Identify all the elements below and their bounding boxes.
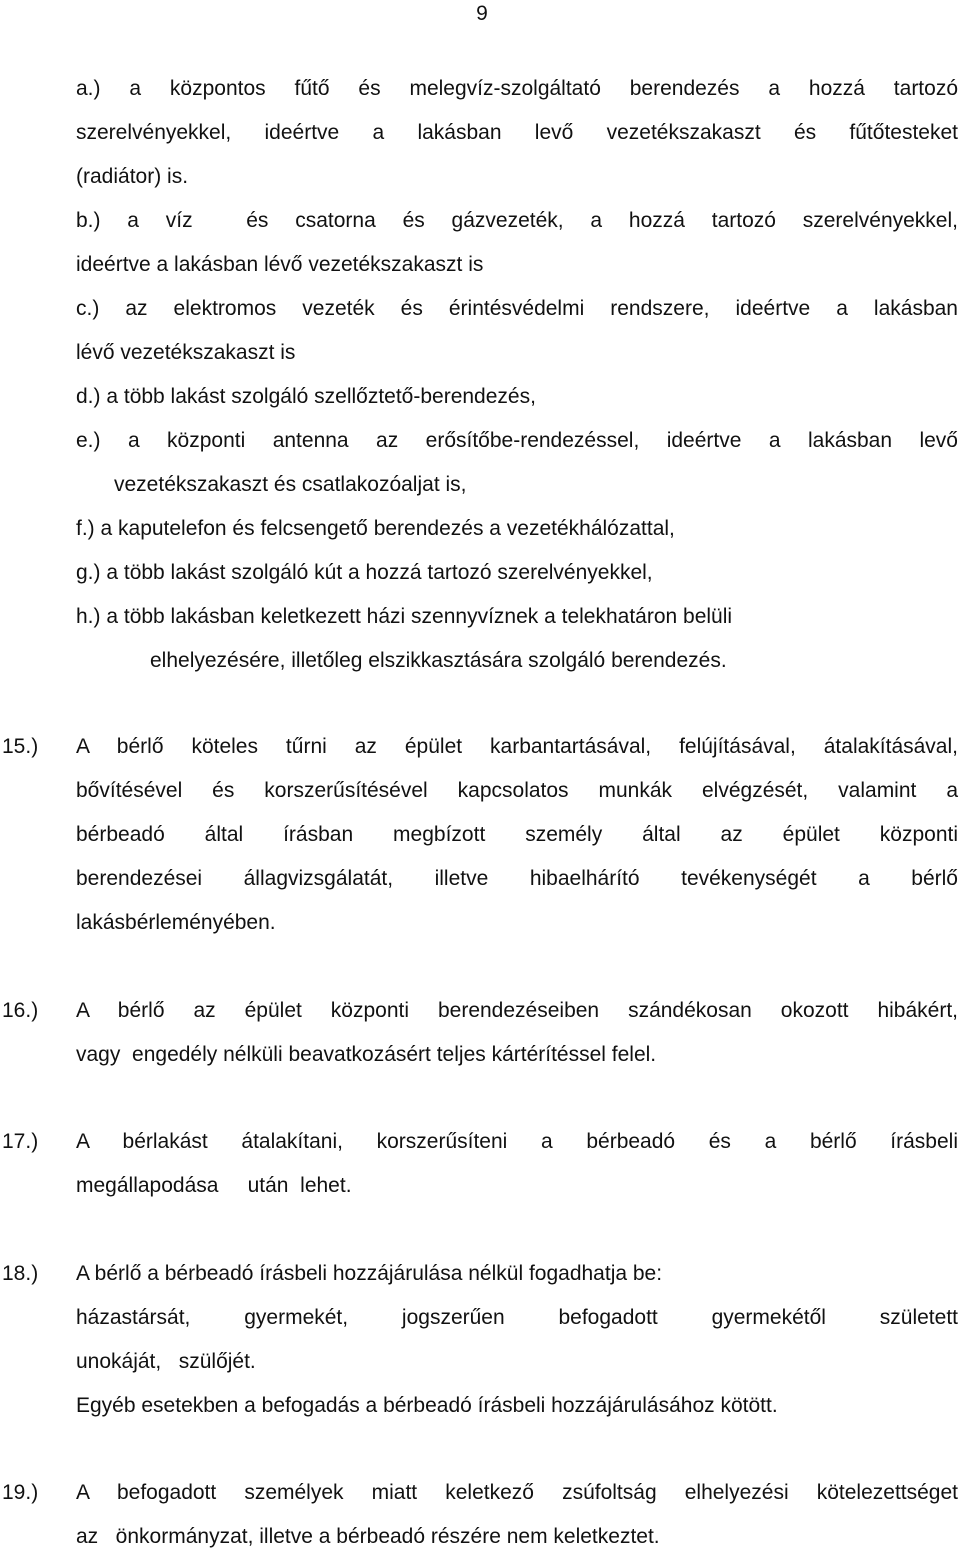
item-f-line-1: f.) a kaputelefon és felcsengető berendezés a vezetékhálózattal, bbox=[76, 517, 675, 540]
section-19-number: 19.) bbox=[2, 1481, 39, 1504]
section-15-line-1: A bérlő köteles tűrni az épület karbantartásával, felújításával, átalakításával, bbox=[76, 735, 958, 758]
item-e-line-1: e.) a központi antenna az erősítőbe-rendezéssel, ideértve a lakásban levő bbox=[76, 429, 958, 452]
page-number: 9 bbox=[476, 2, 488, 25]
section-16-line-2: vagy engedély nélküli beavatkozásért teljes kártérítéssel felel. bbox=[76, 1043, 657, 1066]
item-d-line-1: d.) a több lakást szolgáló szellőztető-berendezés, bbox=[76, 385, 536, 408]
item-a-line-2: szerelvényekkel, ideértve a lakásban levő vezetékszakaszt és fűtőtesteket bbox=[76, 121, 958, 144]
section-16-number: 16.) bbox=[2, 999, 39, 1022]
item-c-line-1: c.) az elektromos vezeték és érintésvédelmi rendszere, ideértve a lakásban bbox=[76, 297, 958, 320]
section-19-line-2: az önkormányzat, illetve a bérbeadó részére nem keletkeztet. bbox=[76, 1525, 660, 1548]
item-a-line-1: a.) a központos fűtő és melegvíz-szolgáltató berendezés a hozzá tartozó bbox=[76, 77, 958, 100]
section-17-line-2: megállapodása után lehet. bbox=[76, 1174, 352, 1197]
section-18-line-4: Egyéb esetekben a befogadás a bérbeadó írásbeli hozzájárulásához kötött. bbox=[76, 1394, 778, 1417]
section-15-number: 15.) bbox=[2, 735, 39, 758]
item-h-line-1: h.) a több lakásban keletkezett házi szennyvíznek a telekhatáron belüli bbox=[76, 605, 733, 628]
item-c-line-2: lévő vezetékszakaszt is bbox=[76, 341, 296, 364]
section-16-line-1: A bérlő az épület központi berendezéseiben szándékosan okozott hibákért, bbox=[76, 999, 958, 1022]
item-b-line-1: b.) a víz és csatorna és gázvezeték, a hozzá tartozó szerelvényekkel, bbox=[76, 209, 958, 232]
section-17-number: 17.) bbox=[2, 1130, 39, 1153]
item-a-line-3: (radiátor) is. bbox=[76, 165, 189, 188]
section-15-line-5: lakásbérleményében. bbox=[76, 911, 276, 934]
section-18-line-3: unokáját, szülőjét. bbox=[76, 1350, 256, 1373]
section-15-line-3: bérbeadó által írásban megbízott személy által az épület központi bbox=[76, 823, 958, 846]
section-19-line-1: A befogadott személyek miatt keletkező zsúfoltság elhelyezési kötelezettséget bbox=[76, 1481, 958, 1504]
item-g-line-1: g.) a több lakást szolgáló kút a hozzá tartozó szerelvényekkel, bbox=[76, 561, 653, 584]
section-15-line-4: berendezései állagvizsgálatát, illetve hibaelhárító tevékenységét a bérlő bbox=[76, 867, 958, 890]
item-h-line-2: elhelyezésére, illetőleg elszikkasztására szolgáló berendezés. bbox=[150, 649, 727, 672]
section-15-line-2: bővítésével és korszerűsítésével kapcsolatos munkák elvégzését, valamint a bbox=[76, 779, 958, 802]
section-18-line-1: A bérlő a bérbeadó írásbeli hozzájárulása nélkül fogadhatja be: bbox=[76, 1262, 663, 1285]
item-b-line-2: ideértve a lakásban lévő vezetékszakaszt is bbox=[76, 253, 484, 276]
section-18-number: 18.) bbox=[2, 1262, 39, 1285]
section-17-line-1: A bérlakást átalakítani, korszerűsíteni a bérbeadó és a bérlő írásbeli bbox=[76, 1130, 958, 1153]
item-e-line-2: vezetékszakaszt és csatlakozóaljat is, bbox=[114, 473, 467, 496]
section-18-line-2: házastársát, gyermekét, jogszerűen befogadott gyermekétől született bbox=[76, 1306, 958, 1329]
